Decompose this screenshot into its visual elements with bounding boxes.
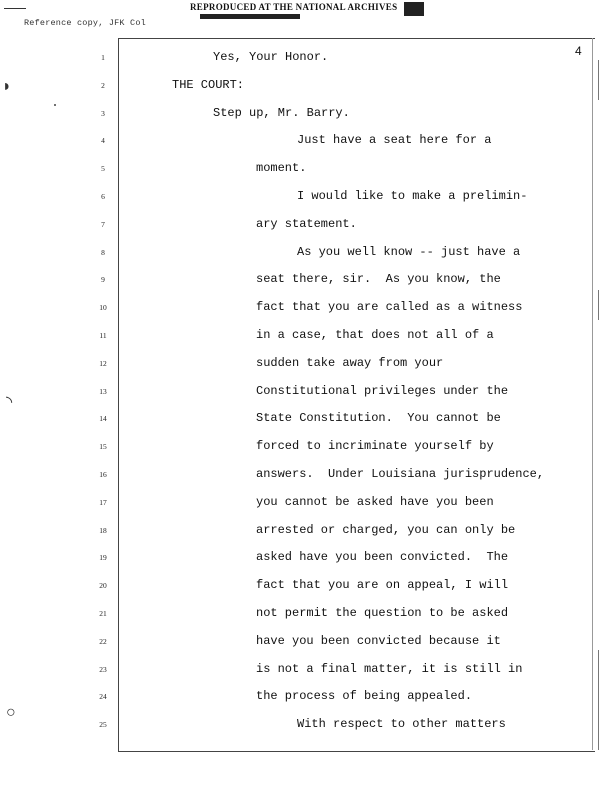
transcript-line: I would like to make a prelimin- (297, 189, 528, 203)
transcript-line: moment. (256, 161, 307, 176)
transcript-line: you cannot be asked have you been (256, 494, 494, 509)
transcript-line: in a case, that does not all of a (256, 328, 494, 342)
line-number: 4 (101, 136, 105, 146)
binder-hole-mark: ◗ (2, 78, 12, 95)
transcript-line: With respect to other matters (297, 717, 506, 732)
line-number: 8 (101, 247, 105, 257)
transcript-line: As you well know -- just have a (297, 244, 521, 259)
archive-stamp: REPRODUCED AT THE NATIONAL ARCHIVES (190, 2, 398, 12)
line-number: 5 (101, 164, 105, 174)
transcript-line: fact that you are on appeal, I will (256, 578, 509, 593)
edge-mark (598, 60, 599, 100)
transcript-line: is not a final matter, it is still in (256, 661, 523, 676)
edge-mark (598, 650, 599, 750)
transcript-line: Step up, Mr. Barry. (213, 105, 350, 120)
line-number: 17 (99, 497, 107, 507)
line-number: 9 (101, 275, 105, 285)
binder-hole-mark: ○ (6, 704, 16, 721)
line-number: 20 (99, 581, 107, 591)
line-number: 1 (101, 53, 105, 62)
line-number: 19 (99, 553, 107, 563)
transcript-line: not permit the question to be asked (256, 606, 509, 620)
transcript-line: forced to incriminate yourself by (256, 439, 494, 454)
line-number: 21 (99, 609, 107, 618)
transcript-line: Constitutional privileges under the (256, 383, 509, 398)
transcript-line: asked have you been convicted. The (256, 550, 509, 565)
line-number: 24 (99, 692, 107, 702)
transcript-line: the process of being appealed. (256, 689, 473, 704)
transcript-line: sudden take away from your (256, 355, 444, 370)
reference-note: Reference copy, JFK Col (24, 18, 146, 28)
line-number: 23 (99, 664, 107, 674)
page-number: 4 (575, 44, 582, 58)
line-number: 16 (99, 470, 107, 479)
edge-mark (598, 290, 599, 320)
line-number: 25 (99, 720, 107, 730)
scan-speck (54, 104, 56, 106)
line-number: 15 (99, 442, 107, 452)
transcript-line: Yes, Your Honor. (213, 50, 329, 64)
transcript-line: seat there, sir. As you know, the (256, 272, 501, 287)
transcript-line: fact that you are called as a witness (256, 300, 523, 315)
line-number: 13 (99, 386, 107, 396)
line-number: 10 (99, 303, 107, 313)
line-number: 7 (101, 219, 105, 229)
frame-right-rule (592, 38, 593, 750)
stamp-smudge (200, 14, 300, 19)
scan-artifact-line (4, 8, 26, 9)
line-number: 14 (99, 414, 107, 424)
stamp-smudge-right (404, 2, 424, 16)
transcript-line: ary statement. (256, 216, 357, 231)
transcript-line: Just have a seat here for a (297, 133, 492, 148)
line-number: 18 (99, 525, 107, 535)
transcript-line: State Constitution. You cannot be (256, 411, 501, 426)
line-number: 22 (99, 636, 107, 646)
transcript-line: have you been convicted because it (256, 633, 501, 648)
transcript-line: THE COURT: (172, 77, 245, 92)
line-number: 12 (99, 358, 107, 368)
transcript-line: arrested or charged, you can only be (256, 522, 516, 537)
line-number: 3 (101, 108, 105, 118)
binder-hole-mark: ◝ (6, 394, 13, 411)
transcript-line: answers. Under Louisiana jurisprudence, (256, 467, 545, 481)
line-number: 11 (99, 331, 107, 340)
line-number: 6 (101, 192, 105, 201)
line-number: 2 (101, 80, 105, 90)
